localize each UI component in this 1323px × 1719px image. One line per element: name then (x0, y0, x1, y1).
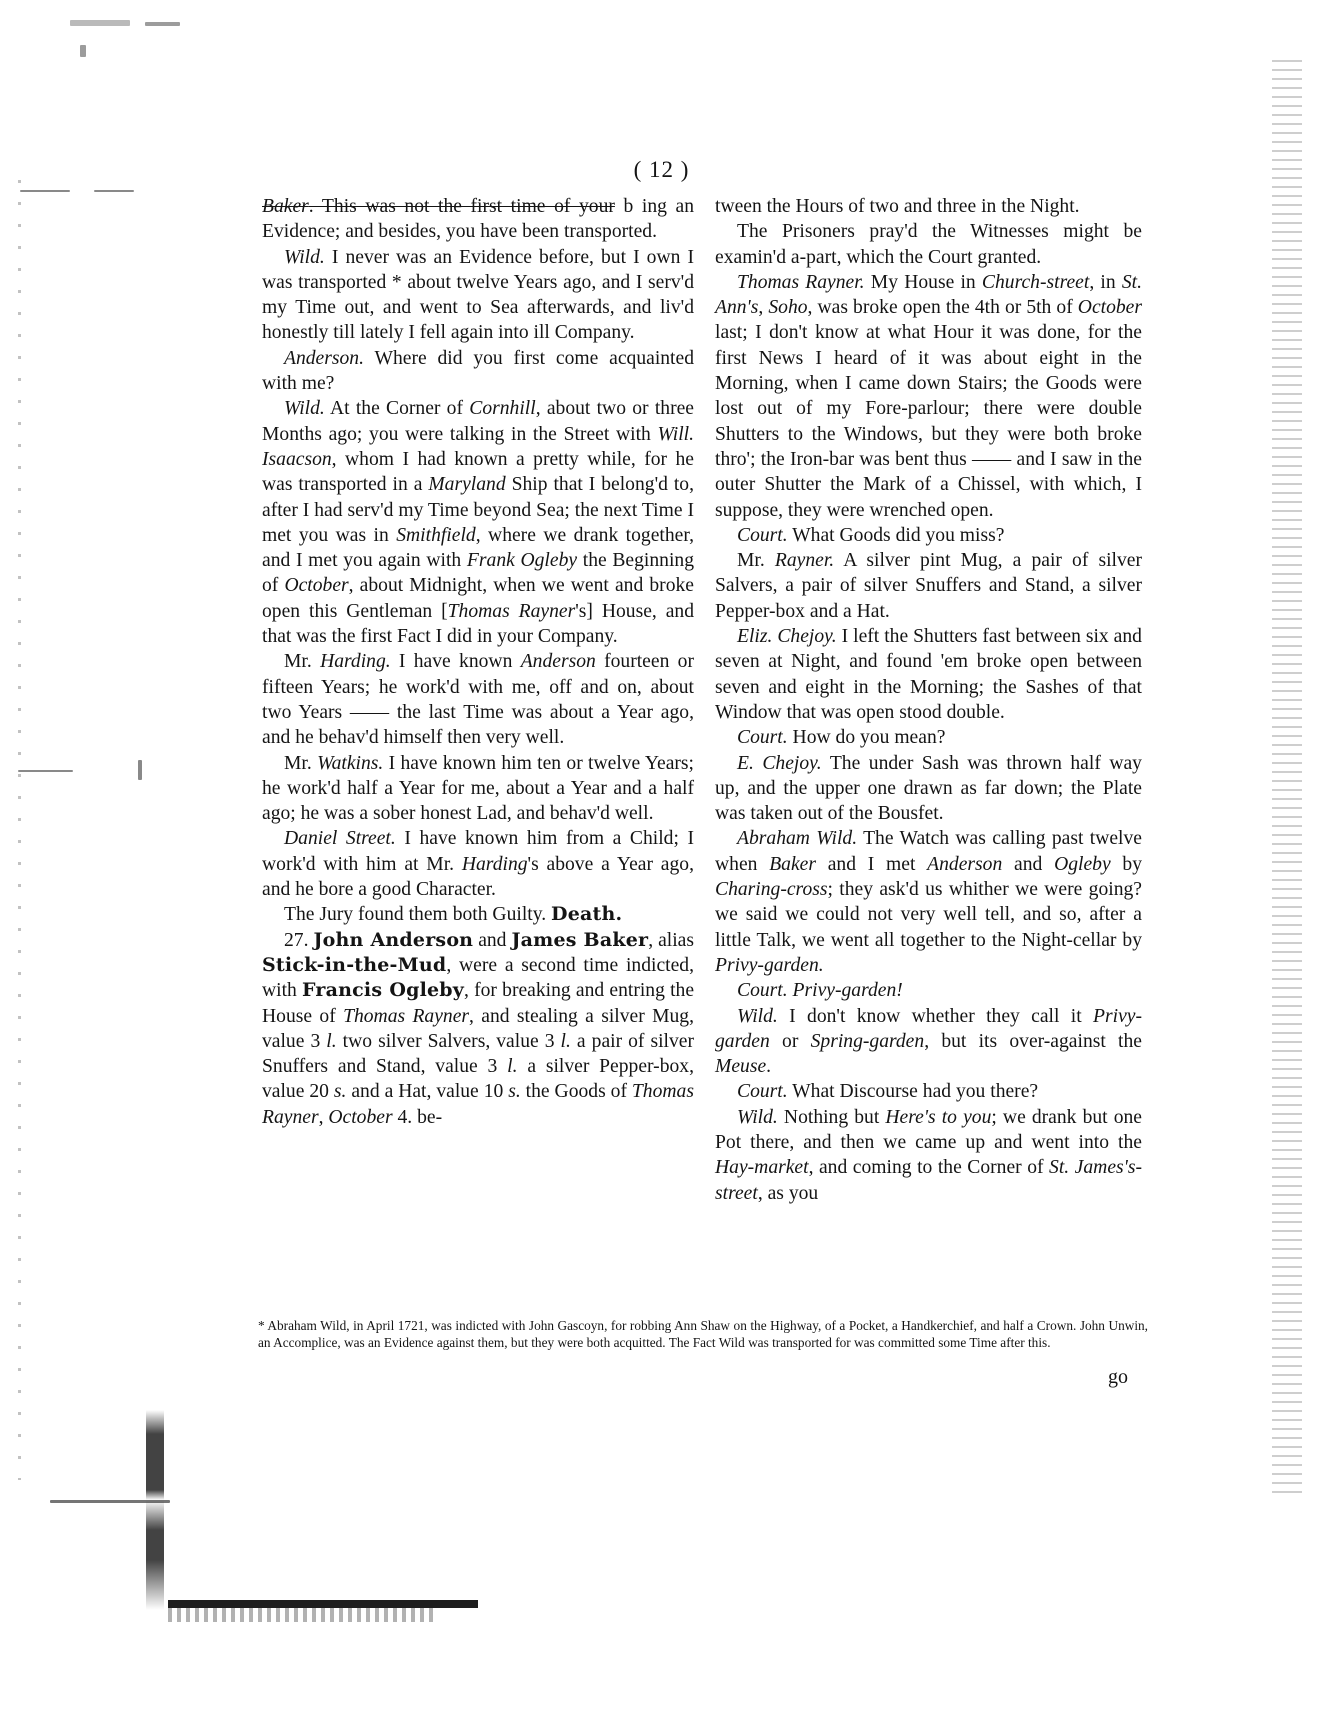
left-column (262, 194, 694, 1130)
paragraph: The Prisoners pray'd the Witnesses might be examin'd a-part, which the Court granted. (715, 221, 1142, 268)
scan-speck (138, 760, 142, 780)
scan-blot (146, 1410, 164, 1610)
paragraph: Mr. Rayner. A silver pint Mug, a pair of silver Salvers, a pair of silver Snuffers and Stand, a silver Pepper-box and a Hat. (715, 550, 1142, 622)
paragraph: Court. How do you mean? (737, 727, 946, 749)
paragraph: tween the Hours of two and three in the Night. (715, 196, 1080, 217)
paragraph: Court. Privy-garden! (737, 980, 903, 1002)
paragraph: E. Chejoy. The under Sash was thrown half way up, and the upper one drawn as far down; the Plate was taken out of the Bousfet. (715, 752, 1142, 825)
scan-bottom-bar (168, 1600, 478, 1608)
scan-edge-noise (1272, 60, 1302, 1500)
verdict: The Jury found them both Guilty. Death. (284, 903, 623, 926)
scan-speck (18, 770, 73, 772)
paragraph: Abraham Wild. The Watch was calling past twelve when Baker and I met Anderson and Ogleby by Charing-cross; they ask'd us whither we were going? we said we could not very well tell, and so, after a little Talk, we went all together to the Night-cellar by Privy-garden. (715, 828, 1142, 976)
paragraph: 27. John Anderson and James Baker, alias Stick-in-the-Mud, were a second time indicted, with Francis Ogleby, for breaking and entring the House of Thomas Rayner, and stealing a silver Mug, value 3 l. two silver Salvers, value 3 l. a pair of silver Snuffers and Stand, value 3 l. a silver Pepper-box, value 20 s. and a Hat, value 10 s. the Goods of Thomas Rayner, October 4. be- (262, 928, 695, 1128)
paragraph: Mr. Watkins. I have known him ten or twelve Years; he work'd half a Year for me, about a Year and a half ago; he was a sober honest Lad, and behav'd well. (262, 752, 695, 825)
paragraph: Court. What Goods did you miss? (737, 524, 1005, 546)
catchword: go (1108, 1366, 1128, 1388)
paragraph: Court. What Discourse had you there? (737, 1081, 1039, 1103)
paragraph: Wild. I never was an Evidence before, but I own I was transported * about twelve Years ago, and I serv'd my Time out, and went to Sea afterwards, and liv'd honestly till lately I fell again into ill Company. (262, 246, 694, 344)
page-number: ( 12 ) (633, 157, 690, 182)
scan-edge-noise-left (18, 180, 21, 1480)
scan-speck (80, 45, 86, 57)
paragraph: Daniel Street. I have known him from a Child; I work'd with him at Mr. Harding's above a Year ago, and he bore a good Character. (262, 828, 694, 901)
paragraph: Baker. This was not the first time of your b ing an Evidence; and besides, you have been transported. (262, 196, 694, 243)
paragraph: Wild. At the Corner of Cornhill, about two or three Months ago; you were talking in the Street with Will. Isaacson, whom I had known a pretty while, for he was transported in a Maryland Ship that I belong'd to, after I had serv'd my Time beyond Sea; the next Time I met you was in Smithfield, where we drank together, and I met you again with Frank Ogleby the Beginning of October, about Midnight, when we went and broke open this Gentleman [Thomas Rayner's] House, and that was the first Fact I did in your Company. (262, 398, 695, 648)
scan-speck (94, 190, 134, 192)
scan-speck (20, 190, 70, 192)
paragraph: Wild. I don't know whether they call it Privy-garden or Spring-garden, but its over-against the Meuse. (715, 1005, 1142, 1078)
paragraph: Wild. Nothing but Here's to you; we drank but one Pot there, and then we came up and went into the Hay-market, and coming to the Corner of St. James's-street, as you (715, 1106, 1142, 1204)
footnote: * Abraham Wild, in April 1721, was indicted with John Gascoyn, for robbing Ann Shaw on the Highway, of a Pocket, a Handkerchief, and half a Crown. John Unwin, an Accomplice, was an Evidence against them, but they were both acquitted. The Fact Wild was transported for was committed some Time after this. (258, 1318, 1148, 1350)
scan-bottom-noise (168, 1608, 438, 1622)
scan-speck (70, 20, 130, 26)
paragraph: Eliz. Chejoy. I left the Shutters fast between six and seven at Night, and found 'em broke open between seven and eight in the Morning; the Sashes of that Window that was open stood double. (715, 626, 1142, 723)
paragraph: Mr. Harding. I have known Anderson fourteen or fifteen Years; he work'd with me, off and on, about two Years —— the last Time was about a Year ago, and he behav'd himself then very well. (262, 651, 694, 749)
right-column (715, 194, 1142, 1206)
scan-speck (145, 22, 180, 26)
paragraph: Thomas Rayner. My House in Church-street, in St. Ann's, Soho, was broke open the 4th or 5th of October last; I don't know at what Hour it was done, for the first News I heard of it was about eight in the Morning, when I came down Stairs; the Goods were lost out of my Fore-parlour; there were double Shutters to the Windows, but they were both broke thro'; the Iron-bar was bent thus —— and I saw in the outer Shutter the Mark of a Chissel, with which, I suppose, they were wrenched open. (715, 271, 1143, 521)
paragraph: Anderson. Where did you first come acquainted with me? (262, 347, 694, 395)
